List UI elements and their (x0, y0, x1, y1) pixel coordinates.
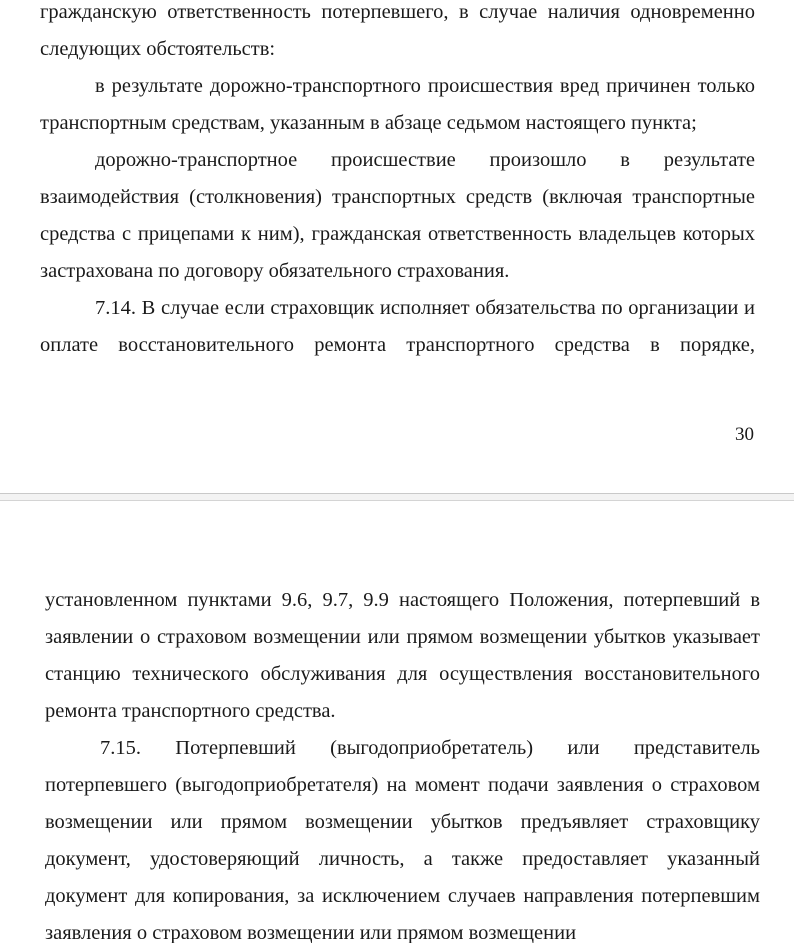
paragraph-7-15: 7.15. Потерпевший (выгодоприобретатель) или представитель потерпевшего (выгодоприобретателя) на момент подачи заявления о страховом возмещении или прямом возмещении убытков предъявляет страховщику документ, удостоверяющий личность, а также предоставляет указанный документ для копирования, за исключением случаев направления потерпевшим заявления о страховом возмещении или прямом возмещении (45, 737, 760, 943)
page-separator (0, 493, 794, 501)
paragraph-7-14: 7.14. В случае если страховщик исполняет обязательства по организации и оплате восстановительного ремонта транспортного средства в порядке, (40, 297, 755, 356)
paragraph-continuation: гражданскую ответственность потерпевшего, в случае наличия одновременно следующих обстоятельств: (40, 1, 755, 60)
document-page-bottom (0, 501, 794, 943)
page-top-text (40, 0, 755, 364)
page-number: 30 (735, 424, 754, 445)
paragraph-condition-damage: в результате дорожно-транспортного происшествия вред причинен только транспортным средствам, указанным в абзаце седьмом настоящего пункта; (40, 75, 755, 134)
paragraph-condition-collision: дорожно-транспортное происшествие произошло в результате взаимодействия (столкновения) транспортных средств (включая транспортные средства с прицепами к ним), гражданская ответственность владельцев которых застрахована по договору обязательного страхования. (40, 149, 755, 282)
paragraph-7-14-continuation: установленном пунктами 9.6, 9.7, 9.9 настоящего Положения, потерпевший в заявлении о страховом возмещении или прямом возмещении убытков указывает станцию технического обслуживания для осуществления восстановительного ремонта транспортного средства. (45, 589, 760, 722)
page-bottom-text (45, 582, 760, 943)
